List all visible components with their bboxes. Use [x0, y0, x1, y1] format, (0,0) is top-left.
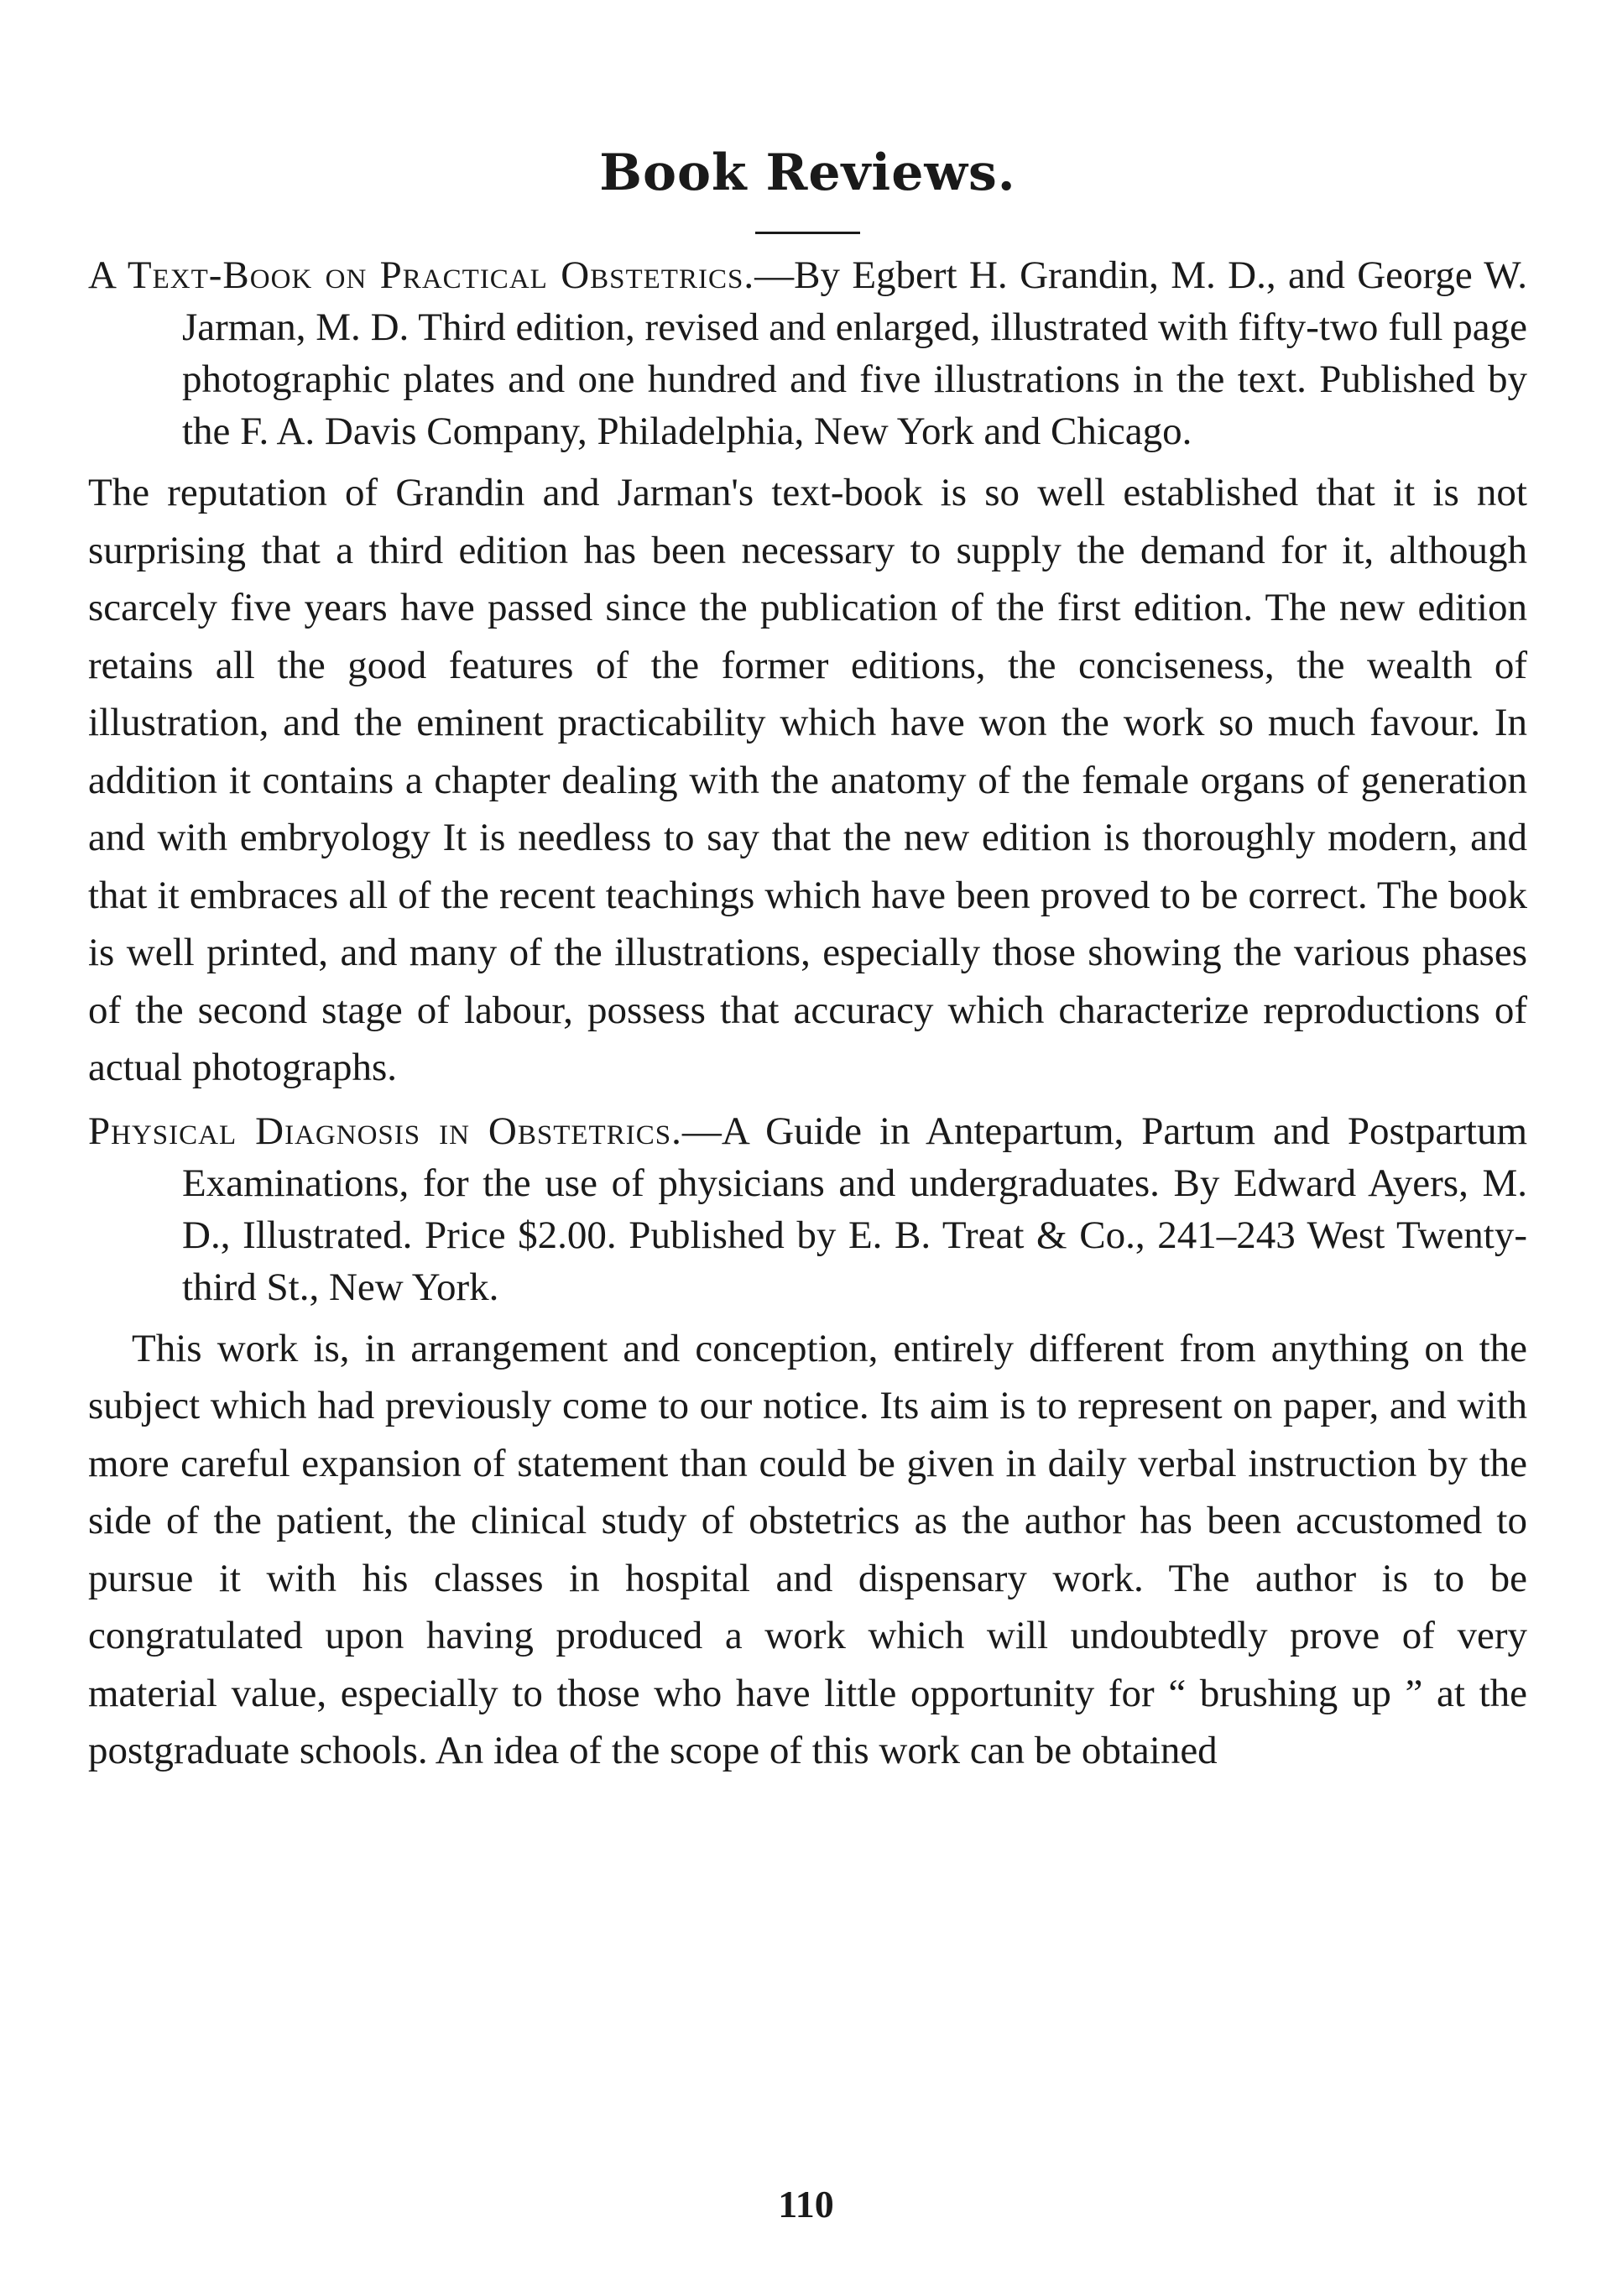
review-1-body: The reputation of Grandin and Jarman's text-book is so well established that it is not surprising that a third edition has been necessary to supply the demand for it, although scarcely five years have passed since the publication of the first edition. The new edition retains all the good features of the former editions, the conciseness, the wealth of illustration, and the eminent practicability which have won the work so much favour. In addition it contains a chapter dealing with the anatomy of the female organs of generation and with embryology It is needless to say that the new edition is thoroughly modern, and that it embraces all of the recent teachings which have been proved to be correct. The book is well printed, and many of the illustrations, especially those showing the various phases of the second stage of labour, possess that accuracy which characterize reproductions of actual photographs.: [88, 471, 1527, 1089]
page-title: Book Reviews.: [599, 144, 1016, 202]
review-entry-1: [88, 249, 1527, 457]
page-number: 110: [778, 2183, 834, 2226]
review-2-body: This work is, in arrangement and conception, entirely different from anything on the subject which had previously come to our notice. Its aim is to represent on paper, and with more careful expansion of statement than could be given in daily verbal instruction by the side of the patient, the clinical study of obstetrics as the author has been accustomed to pursue it with his classes in hospital and dispensary work. The author is to be congratulated upon having produced a work which will undoubtedly prove of very material value, especially to those who have little opportunity for “ brushing up ” at the postgraduate schools. An idea of the scope of this work can be obtained: [88, 1326, 1527, 1772]
review-2-heading: Physical Diagnosis in Obstetrics.: [88, 1109, 682, 1153]
review-2-details: —A Guide in Antepartum, Partum and Postpartum Examinations, for the use of physicians and undergraduates. By Edward Ayers, M. D., Illustrated. Price $2.00. Published by E. B. Treat & Co., 241–243 West Twenty-third St., New York.: [182, 1109, 1527, 1309]
review-1-heading: A Text-Book on Practical Obstetrics.: [88, 253, 755, 297]
review-1-details: —By Egbert H. Grandin, M. D., and George W. Jarman, M. D. Third edition, revised and enlarged, illustrated with fifty-two full page photographic plates and one hundred and five illustrations in the text. Published by the F. A. Davis Company, Philadelphia, New York and Chicago.: [182, 253, 1528, 453]
page: [88, 143, 1527, 1788]
review-entry-2: [88, 1105, 1527, 1313]
title-rule: [755, 232, 860, 234]
